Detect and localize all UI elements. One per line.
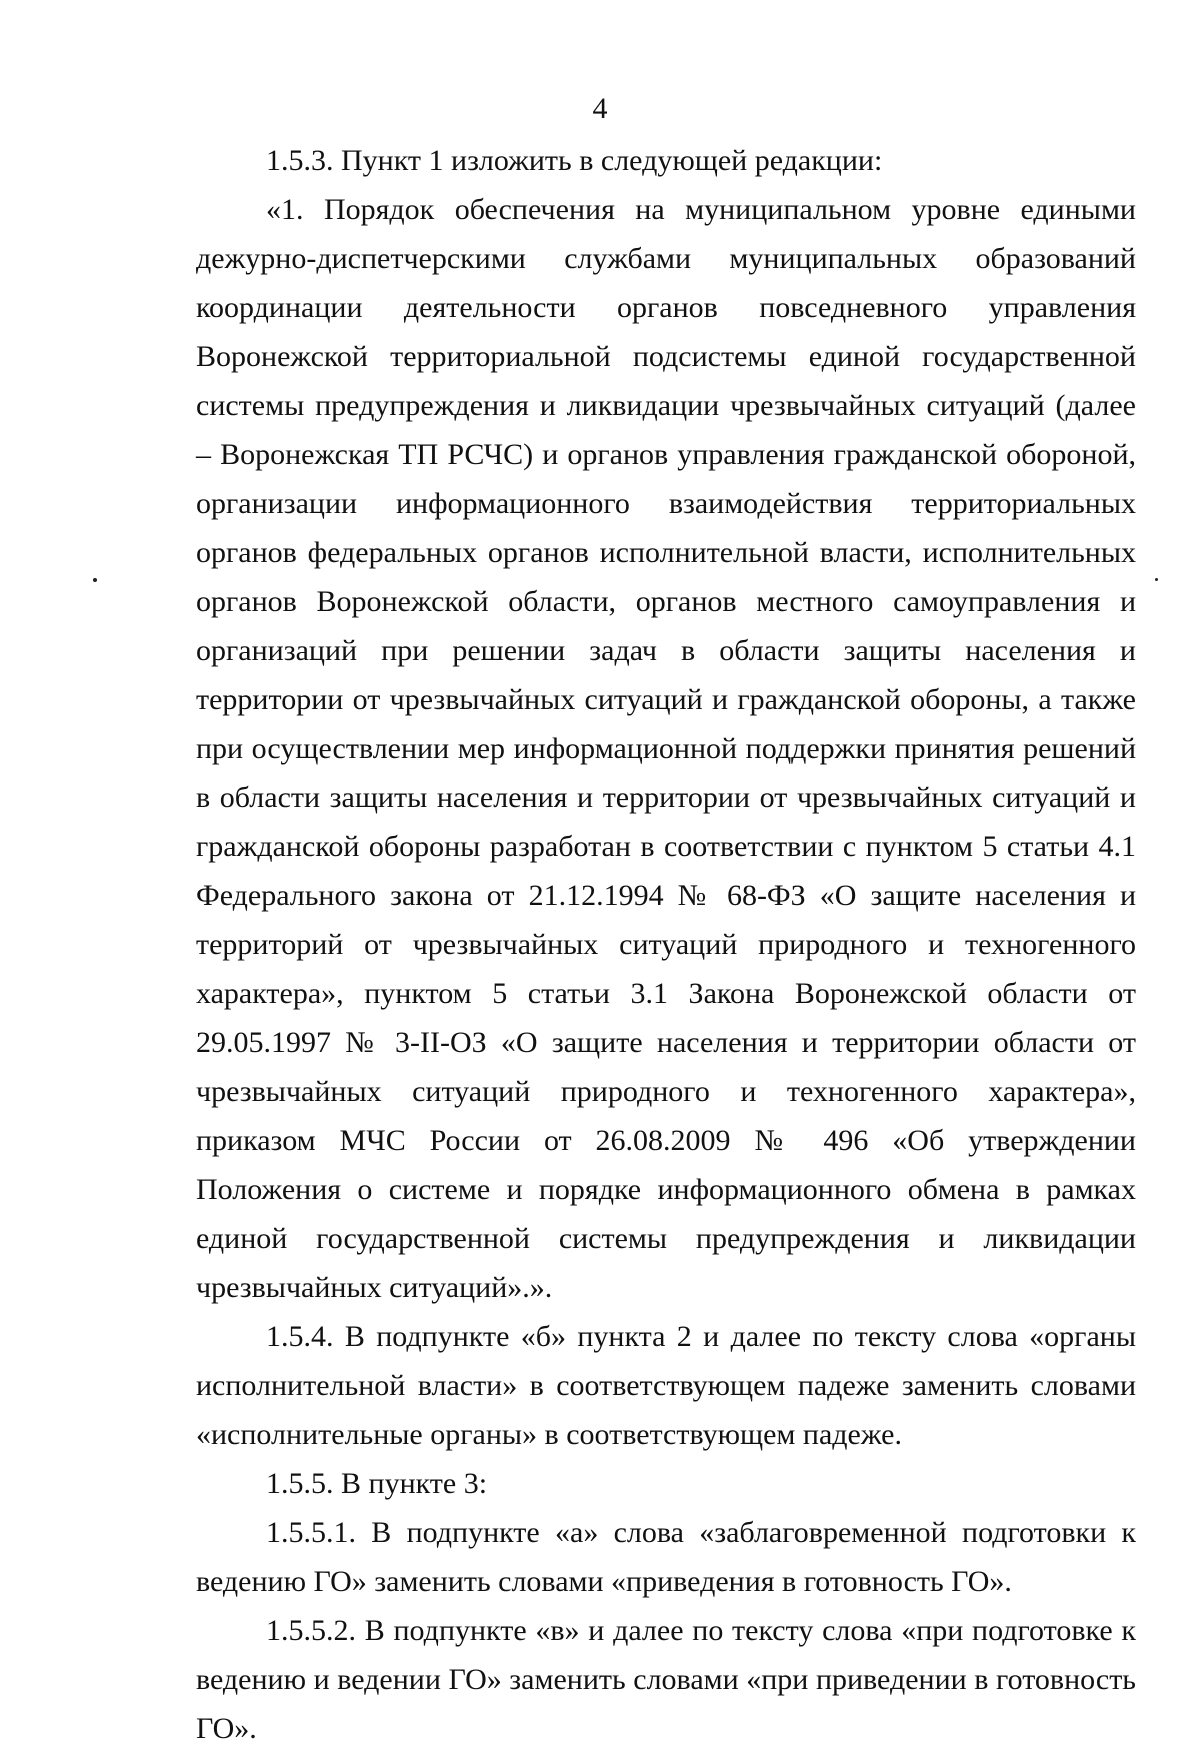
scan-speck [1155, 578, 1158, 581]
document-body [196, 136, 1136, 1753]
page-number: 4 [592, 92, 608, 125]
paragraph-1-5-5-1: 1.5.5.1. В подпункте «а» слова «заблаговременной подготовки к ведению ГО» заменить словами «приведения в готовность ГО». [196, 1516, 1136, 1598]
paragraph-1-5-5-2: 1.5.5.2. В подпункте «в» и далее по тексту слова «при подготовке к ведению и ведении ГО» заменить словами «при приведении в готовность ГО». [196, 1614, 1136, 1745]
paragraph-1-5-4: 1.5.4. В подпункте «б» пункта 2 и далее по тексту слова «органы исполнительной власти» в соответствующем падеже заменить словами «исполнительные органы» в соответствующем падеже. [196, 1320, 1136, 1451]
paragraph-quoted-item-1: «1. Порядок обеспечения на муниципальном уровне едиными дежурно-диспетчерскими службами муниципальных образований координации деятельности органов повседневного управления Воронежской территориальной подсистемы единой государственной системы предупреждения и ликвидации чрезвычайных ситуаций (далее – Воронежская ТП РСЧС) и органов управления гражданской обороной, организации информационного взаимодействия территориальных органов федеральных органов исполнительной власти, исполнительных органов Воронежской области, органов местного самоуправления и организаций при решении задач в области защиты населения и территории от чрезвычайных ситуаций и гражданской обороны, а также при осуществлении мер информационной поддержки принятия решений в области защиты населения и территории от чрезвычайных ситуаций и гражданской обороны разработан в соответствии с пунктом 5 статьи 4.1 Федерального закона от 21.12.1994 № 68-ФЗ «О защите населения и территорий от чрезвычайных ситуаций природного и техногенного характера», пунктом 5 статьи 3.1 Закона Воронежской области от 29.05.1997 № 3-II-ОЗ «О защите населения и территории области от чрезвычайных ситуаций природного и техногенного характера», приказом МЧС России от 26.08.2009 № 496 «Об утверждении Положения о системе и порядке информационного обмена в рамках единой государственной системы предупреждения и ликвидации чрезвычайных ситуаций».». [196, 193, 1136, 1304]
paragraph-1-5-3: 1.5.3. Пункт 1 изложить в следующей редакции: [266, 144, 883, 177]
scan-speck [93, 578, 97, 582]
paragraph-1-5-5: 1.5.5. В пункте 3: [266, 1467, 488, 1500]
